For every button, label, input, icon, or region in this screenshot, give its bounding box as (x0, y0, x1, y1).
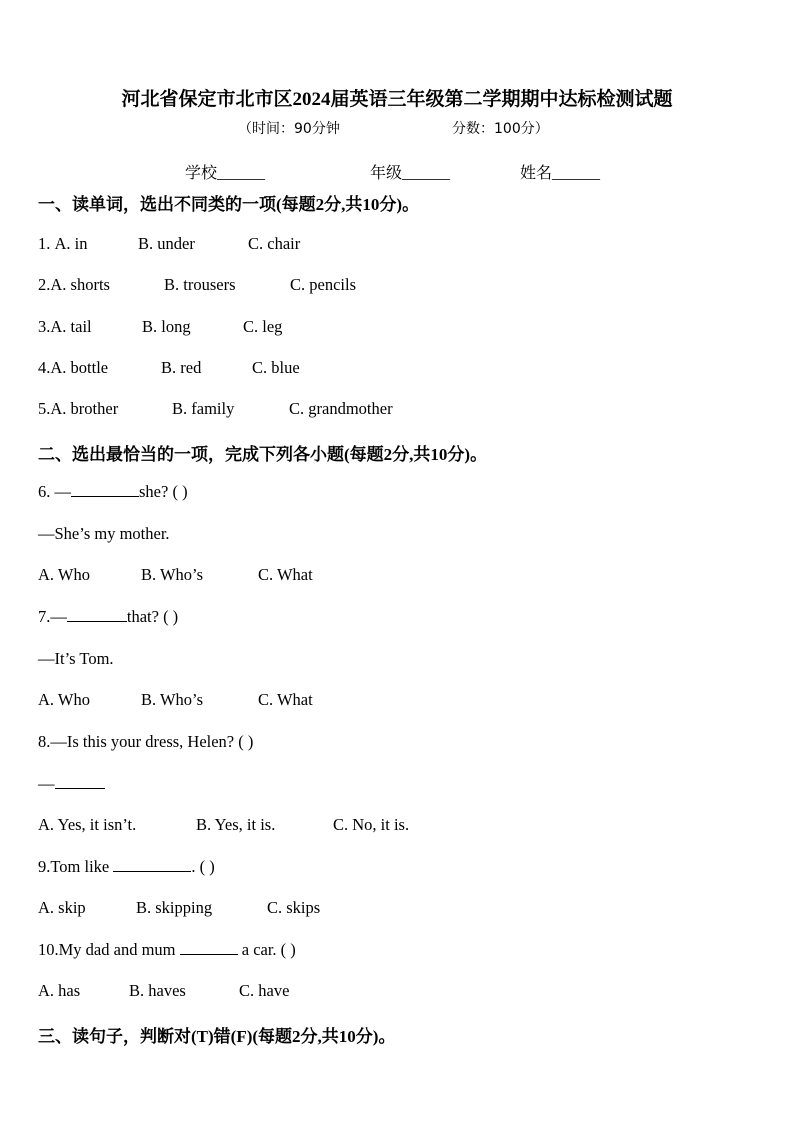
name-field[interactable]: 姓名______ (520, 165, 601, 182)
question-number: 3. (38, 317, 51, 336)
option-b[interactable]: B. skipping (136, 898, 213, 917)
option-b[interactable]: B. family (172, 399, 235, 418)
question-text: 7.— (38, 607, 67, 626)
option-c[interactable]: C. chair (248, 234, 301, 253)
question-6-options (38, 565, 313, 585)
question-1 (38, 234, 301, 254)
section-2-heading: 二、选出最恰当的一项，完成下列各小题(每题2分,共10分)。 (38, 445, 488, 464)
option-a[interactable]: A. skip (38, 898, 86, 917)
option-a[interactable]: A. tail (50, 317, 92, 336)
question-7-options (38, 690, 313, 710)
question-number: 5. (38, 399, 51, 418)
option-c[interactable]: C. blue (252, 358, 300, 377)
question-text: 10.My dad and mum (38, 940, 180, 959)
question-8-options (38, 815, 410, 835)
option-b[interactable]: B. long (142, 317, 191, 336)
exam-time: （时间：90分钟 (238, 121, 340, 137)
option-b[interactable]: B. under (138, 234, 195, 253)
option-a[interactable]: A. in (54, 234, 88, 253)
option-a[interactable]: A. Who (38, 565, 90, 584)
option-a[interactable]: A. brother (50, 399, 119, 418)
question-text: — (38, 774, 55, 793)
question-2 (38, 275, 356, 295)
option-b[interactable]: B. haves (129, 981, 186, 1000)
question-10 (38, 940, 296, 960)
option-a[interactable]: A. bottle (50, 358, 109, 377)
option-c[interactable]: C. leg (243, 317, 283, 336)
option-a[interactable]: A. shorts (50, 275, 110, 294)
question-10-options (38, 981, 290, 1001)
question-text: a car. ( ) (237, 940, 296, 959)
question-8-reply (38, 774, 105, 794)
question-text: 6. — (38, 482, 71, 501)
option-c[interactable]: C. No, it is. (333, 815, 410, 834)
answer-blank[interactable] (67, 607, 127, 622)
answer-blank[interactable] (55, 774, 105, 789)
option-a[interactable]: A. Yes, it isn’t. (38, 815, 137, 834)
question-text: . ( ) (191, 857, 215, 876)
option-c[interactable]: C. pencils (290, 275, 356, 294)
option-c[interactable]: C. grandmother (289, 399, 393, 418)
question-text: 9.Tom like (38, 857, 114, 876)
question-8: 8.—Is this your dress, Helen? ( ) (38, 732, 254, 751)
section-3-heading: 三、读句子，判断对(T)错(F)(每题2分,共10分)。 (38, 1027, 396, 1046)
question-5 (38, 399, 393, 419)
question-6 (38, 482, 188, 502)
option-b[interactable]: B. Yes, it is. (196, 815, 276, 834)
option-b[interactable]: B. Who’s (141, 565, 204, 584)
question-6-reply: —She’s my mother. (38, 524, 170, 543)
grade-field[interactable]: 年级______ (370, 165, 451, 182)
option-b[interactable]: B. red (161, 358, 202, 377)
answer-blank[interactable] (180, 940, 238, 955)
question-7-reply: —It’s Tom. (38, 649, 114, 668)
option-b[interactable]: B. Who’s (141, 690, 204, 709)
school-field[interactable]: 学校______ (185, 165, 266, 182)
option-c[interactable]: C. skips (267, 898, 321, 917)
question-number: 1. (38, 234, 55, 253)
answer-blank[interactable] (113, 857, 191, 872)
option-c[interactable]: C. What (258, 690, 313, 709)
question-text: she? ( ) (139, 482, 188, 501)
question-7 (38, 607, 178, 627)
question-number: 4. (38, 358, 51, 377)
question-number: 2. (38, 275, 51, 294)
option-a[interactable]: A. has (38, 981, 81, 1000)
exam-score: 分数：100分） (452, 121, 549, 137)
option-c[interactable]: C. What (258, 565, 313, 584)
question-text: that? ( ) (126, 607, 179, 626)
page-title: 河北省保定市北市区2024届英语三年级第二学期期中达标检测试题 (121, 89, 673, 110)
question-9 (38, 857, 215, 877)
question-9-options (38, 898, 321, 918)
option-c[interactable]: C. have (239, 981, 290, 1000)
option-b[interactable]: B. trousers (164, 275, 236, 294)
answer-blank[interactable] (71, 482, 139, 497)
question-3 (38, 317, 283, 337)
question-4 (38, 358, 300, 378)
section-1-heading: 一、读单词，选出不同类的一项(每题2分,共10分)。 (38, 195, 420, 214)
option-a[interactable]: A. Who (38, 690, 90, 709)
